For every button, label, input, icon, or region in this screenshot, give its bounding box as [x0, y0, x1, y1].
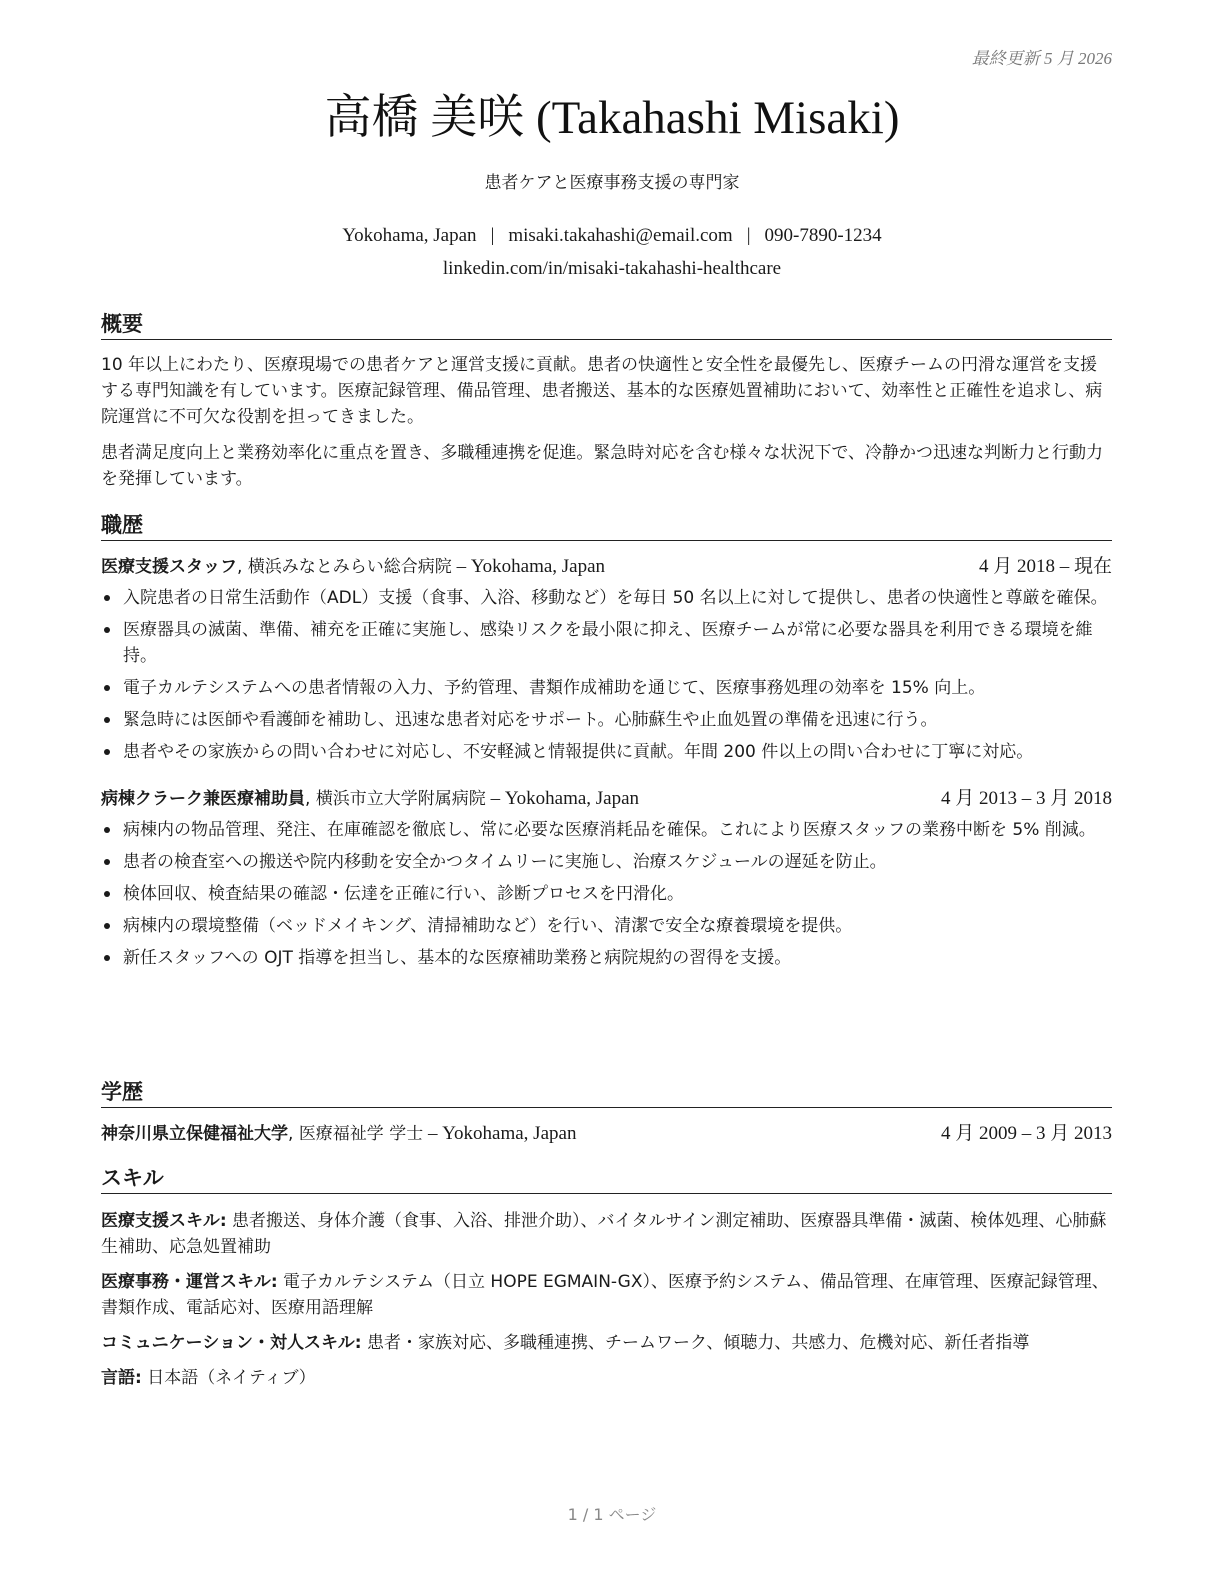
contact-location: Yokohama, Japan — [342, 225, 477, 246]
list-item: 患者の検査室への搬送や院内移動を安全かつタイムリーに実施し、治療スケジュールの遅延を防止。 — [101, 849, 1112, 875]
skill-row — [101, 1208, 1112, 1260]
list-item: 入院患者の日常生活動作（ADL）支援（食事、入浴、移動など）を毎日 50 名以上に対して提供し、患者の快適性と尊厳を確保。 — [101, 585, 1112, 611]
skill-label: コミュニケーション・対人スキル: — [101, 1333, 362, 1353]
job-role: 医療支援スタッフ — [101, 557, 237, 577]
education-dates: 4 月 2009 – 3 月 2013 — [940, 1123, 1112, 1144]
summary-paragraph: 10 年以上にわたり、医療現場での患者ケアと運営支援に貢献。患者の快適性と安全性を最優先し、医療チームの円滑な運営を支援する専門知識を有しています。医療記録管理、備品管理、患者搬送、基本的な医療処置補助において、効率性と正確性を追求し、病院運営に不可欠な役割を担ってきました。 — [101, 355, 1103, 427]
list-item: 緊急時には医師や看護師を補助し、迅速な患者対応をサポート。心肺蘇生や止血処置の準備を迅速に行う。 — [101, 707, 1112, 733]
summary-paragraph: 患者満足度向上と業務効率化に重点を置き、多職種連携を促進。緊急時対応を含む様々な状況下で、冷静かつ迅速な判断力と行動力を発揮しています。 — [101, 443, 1103, 489]
job-header: 病棟クラーク兼医療補助員, 横浜市立大学附属病院 – Yokohama, Japan 4 月 2013 – 3 月 2018 — [101, 785, 1112, 813]
list-item: 検体回収、検査結果の確認・伝達を正確に行い、診断プロセスを円滑化。 — [101, 881, 1112, 907]
contact-phone: 090-7890-1234 — [764, 225, 882, 246]
skill-row — [101, 1365, 1112, 1391]
section-title-skills: スキル — [101, 1163, 1112, 1194]
section-title-summary: 概要 — [101, 309, 1112, 340]
contact-separator: | — [490, 225, 495, 246]
skills-section — [101, 1163, 1112, 1391]
job-dates: 4 月 2018 – 現在 — [978, 556, 1112, 577]
job-role: 病棟クラーク兼医療補助員 — [101, 789, 305, 809]
job-bullets — [101, 817, 1112, 971]
list-item: 病棟内の物品管理、発注、在庫確認を徹底し、常に必要な医療消耗品を確保。これにより医療スタッフの業務中断を 5% 削減。 — [101, 817, 1112, 843]
job-entry — [101, 553, 1112, 765]
job-location: Yokohama, Japan — [504, 788, 640, 809]
list-item: 電子カルテシステムへの患者情報の入力、予約管理、書類作成補助を通じて、医療事務処理の効率を 15% 向上。 — [101, 675, 1112, 701]
education-location: Yokohama, Japan — [442, 1123, 577, 1144]
job-org: 横浜市立大学附属病院 — [315, 789, 486, 809]
job-bullets — [101, 585, 1112, 765]
summary-section — [101, 309, 1112, 492]
skill-label: 医療事務・運営スキル: — [101, 1272, 278, 1292]
skill-row — [101, 1330, 1112, 1356]
list-item: 病棟内の環境整備（ベッドメイキング、清掃補助など）を行い、清潔で安全な療養環境を提供。 — [101, 913, 1112, 939]
contact-email[interactable]: misaki.takahashi@email.com — [508, 225, 733, 246]
skill-text: 日本語（ネイティブ） — [141, 1368, 316, 1388]
skill-row — [101, 1269, 1112, 1321]
section-title-experience: 職歴 — [101, 510, 1112, 541]
last-updated: 最終更新 5 月 2026 — [971, 49, 1112, 68]
contact-line — [0, 222, 1224, 250]
candidate-name: 高橋 美咲 (Takahashi Misaki) — [324, 92, 900, 144]
education-section — [101, 1077, 1112, 1148]
tagline: 患者ケアと医療事務支援の専門家 — [484, 173, 740, 193]
job-org: 横浜みなとみらい総合病院 — [247, 557, 452, 577]
education-entry: 神奈川県立保健福祉大学, 医療福祉学 学士 – Yokohama, Japan 4 月 2009 – 3 月 2013 — [101, 1120, 1112, 1148]
school-name: 神奈川県立保健福祉大学 — [101, 1124, 288, 1144]
skill-label: 医療支援スキル: — [101, 1211, 227, 1231]
skill-label: 言語: — [101, 1368, 142, 1388]
skill-text: 患者搬送、身体介護（食事、入浴、排泄介助）、バイタルサイン測定補助、医療器具準備・滅菌、検体処理、心肺蘇生補助、応急処置補助 — [101, 1211, 1107, 1257]
job-location: Yokohama, Japan — [470, 556, 606, 577]
job-entry — [101, 785, 1112, 971]
degree: 医療福祉学 学士 — [298, 1124, 424, 1144]
list-item: 新任スタッフへの OJT 指導を担当し、基本的な医療補助業務と病院規約の習得を支援。 — [101, 945, 1112, 971]
list-item: 医療器具の滅菌、準備、補充を正確に実施し、感染リスクを最小限に抑え、医療チームが常に必要な器具を利用できる環境を維持。 — [101, 617, 1112, 669]
list-item: 患者やその家族からの問い合わせに対応し、不安軽減と情報提供に貢献。年間 200 件以上の問い合わせに丁寧に対応。 — [101, 739, 1112, 765]
job-header: 医療支援スタッフ, 横浜みなとみらい総合病院 – Yokohama, Japan 4 月 2018 – 現在 — [101, 553, 1112, 581]
linkedin-link[interactable]: linkedin.com/in/misaki-takahashi-healthcare — [442, 258, 782, 279]
section-title-education: 学歴 — [101, 1077, 1112, 1108]
page-number: 1 / 1 ページ — [567, 1505, 657, 1524]
skill-text: 患者・家族対応、多職種連携、チームワーク、傾聴力、共感力、危機対応、新任者指導 — [361, 1333, 1030, 1353]
experience-section — [101, 510, 1112, 971]
job-dates: 4 月 2013 – 3 月 2018 — [940, 788, 1112, 809]
contact-separator: | — [746, 225, 751, 246]
skill-text: 電子カルテシステム（日立 HOPE EGMAIN-GX）、医療予約システム、備品管理、在庫管理、医療記録管理、書類作成、電話応対、医療用語理解 — [101, 1272, 1109, 1318]
